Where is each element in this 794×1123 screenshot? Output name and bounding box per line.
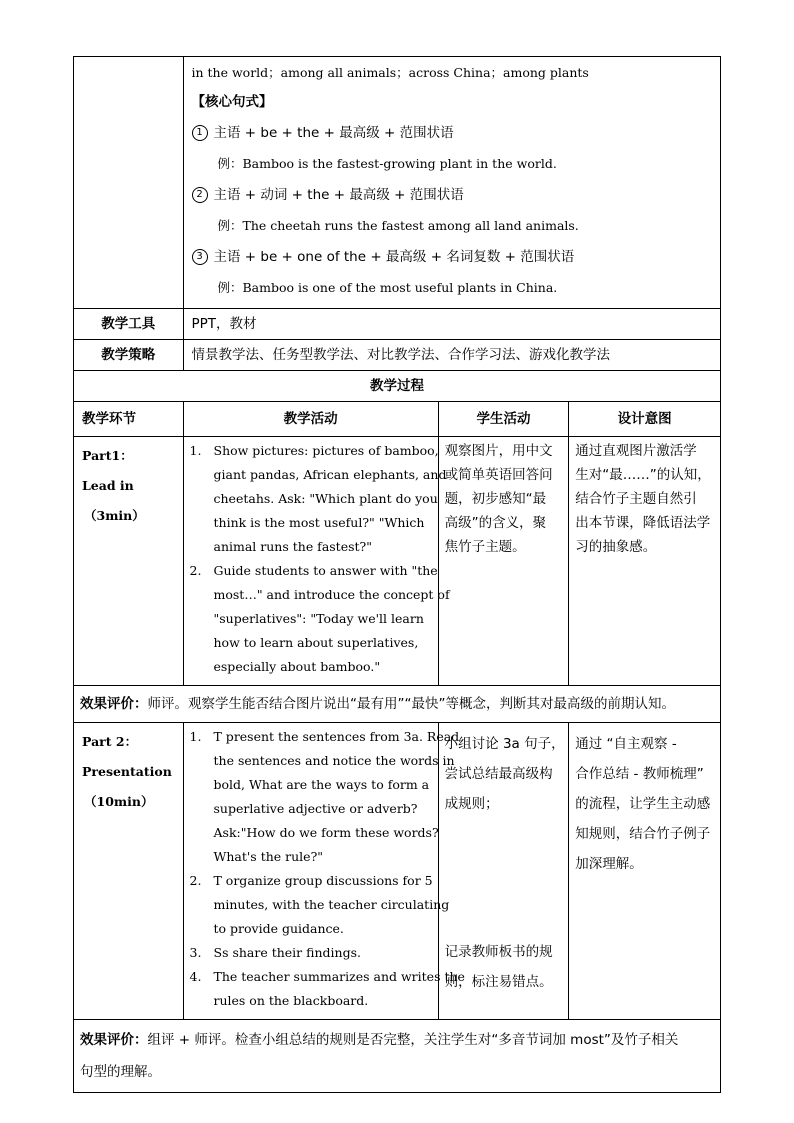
- part1-name: Part1：: [82, 448, 133, 463]
- part1-sub: Lead in: [82, 478, 134, 493]
- tools-label: 教学工具: [74, 309, 184, 340]
- list-item: 4. The teacher summarizes and writes the rules on the blackboard.: [189, 969, 465, 1008]
- list-item: 2. Guide students to answer with "the most…" and introduce the concept of "superlatives": "Today we'll learn how to learn about superlatives, especially about bamboo.": [189, 563, 450, 674]
- pattern-1-example: 例：Bamboo is the fastest-growing plant in the world.: [217, 156, 557, 171]
- pattern-1: [192, 119, 715, 147]
- pattern-2-example: 例：The cheetah runs the fastest among all land animals.: [217, 218, 579, 233]
- part2-student-activity-cell: 小组讨论 3a 句子， 尝试总结最高级构 成规则； 记录教师板书的规 则，标注易错点。: [438, 723, 569, 1020]
- part2-eval-text-2: 句型的理解。: [80, 1064, 161, 1080]
- header-teacher-activity: 教学活动: [183, 402, 438, 437]
- part2-eval-cell: [74, 1020, 721, 1093]
- header-stage: 教学环节: [74, 402, 184, 437]
- part2-activity-list: [184, 725, 465, 1013]
- part2-sub: Presentation: [82, 764, 172, 779]
- part2-eval-text-1: 组评 + 师评。检查小组总结的规则是否完整，关注学生对“多音节词加 most”及竹子相关: [147, 1032, 679, 1048]
- part2-name: Part 2：: [82, 734, 138, 749]
- knowledge-label-cell: [74, 57, 184, 309]
- part2-eval-row: [74, 1020, 721, 1093]
- lesson-plan-document: [73, 56, 721, 1093]
- pattern-3-example: 例：Bamboo is one of the most useful plants in China.: [217, 280, 558, 295]
- part1-design-intent-cell: 通过直观图片激活学 生对“最……”的认知， 结合竹子主题自然引 出本节课，降低语法学 习的抽象感。: [569, 437, 721, 686]
- part1-student-activity-cell: 观察图片，用中文 或简单英语回答问 题，初步感知“最 高级”的含义，聚 焦竹子主题。: [438, 437, 569, 686]
- tools-row: [74, 309, 721, 340]
- list-item: 2. T organize group discussions for 5 minutes, with the teacher circulating to provide guidance.: [189, 873, 450, 936]
- part1-eval-cell: [74, 686, 721, 723]
- part2-design-intent-cell: 通过 “自主观察 - 合作总结 - 教师梳理” 的流程，让学生主动感 知规则，结合竹子例子 加深理解。: [569, 723, 721, 1020]
- lesson-plan-table: [73, 56, 721, 1093]
- process-title-row: [74, 371, 721, 402]
- core-patterns-title: 【核心句式】: [191, 94, 273, 110]
- strategy-row: [74, 340, 721, 371]
- list-item: 3. Ss share their findings.: [189, 945, 361, 960]
- circled-number-icon: 2: [192, 187, 208, 203]
- pattern-2-text: 主语 + 动词 + the + 最高级 + 范围状语: [213, 187, 464, 203]
- pattern-3: [192, 243, 715, 271]
- part1-eval-row: [74, 686, 721, 723]
- part2-time: （10min）: [84, 794, 154, 809]
- part2-stage-cell: [74, 723, 184, 1020]
- part1-row: [74, 437, 721, 686]
- strategy-label: 教学策略: [74, 340, 184, 371]
- part2-row: [74, 723, 721, 1020]
- part1-eval-text: 师评。观察学生能否结合图片说出“最有用”“最快”等概念，判断其对最高级的前期认知。: [147, 696, 675, 712]
- part2-teacher-activity-cell: [183, 723, 465, 1020]
- knowledge-row: [74, 57, 721, 309]
- part1-eval-label: 效果评价：: [80, 696, 148, 712]
- pattern-1-text: 主语 + be + the + 最高级 + 范围状语: [213, 125, 454, 141]
- list-item: 1. T present the sentences from 3a. Read the sentences and notice the words in bold, What are the ways to form a superlative adjective or adverb? Ask:"How do we form these words? What's the rule?": [189, 729, 460, 864]
- circled-number-icon: 3: [192, 249, 208, 265]
- circled-number-icon: 1: [192, 125, 208, 141]
- part1-time: （3min）: [84, 508, 145, 523]
- part2-eval-label: 效果评价：: [80, 1032, 148, 1048]
- strategy-value: 情景教学法、任务型教学法、对比教学法、合作学习法、游戏化教学法: [183, 340, 721, 371]
- tools-value: PPT，教材: [183, 309, 721, 340]
- process-title: 教学过程: [74, 371, 721, 402]
- part1-stage-cell: [74, 437, 184, 686]
- pattern-2: [192, 181, 715, 209]
- part1-teacher-activity-cell: [183, 437, 450, 686]
- header-design-intent: 设计意图: [569, 402, 721, 437]
- phrases-line: in the world；among all animals；across China；among plants: [191, 65, 589, 80]
- part1-activity-list: [184, 439, 450, 679]
- spacer: [445, 819, 565, 937]
- process-header-row: [74, 402, 721, 437]
- header-student-activity: 学生活动: [438, 402, 569, 437]
- list-item: 1. Show pictures: pictures of bamboo, giant pandas, African elephants, and cheetahs. Ask: "Which plant do you think is the most useful?" "Which animal runs the fastest?": [189, 443, 447, 554]
- knowledge-content-cell: [183, 57, 721, 309]
- pattern-3-text: 主语 + be + one of the + 最高级 + 名词复数 + 范围状语: [213, 249, 575, 265]
